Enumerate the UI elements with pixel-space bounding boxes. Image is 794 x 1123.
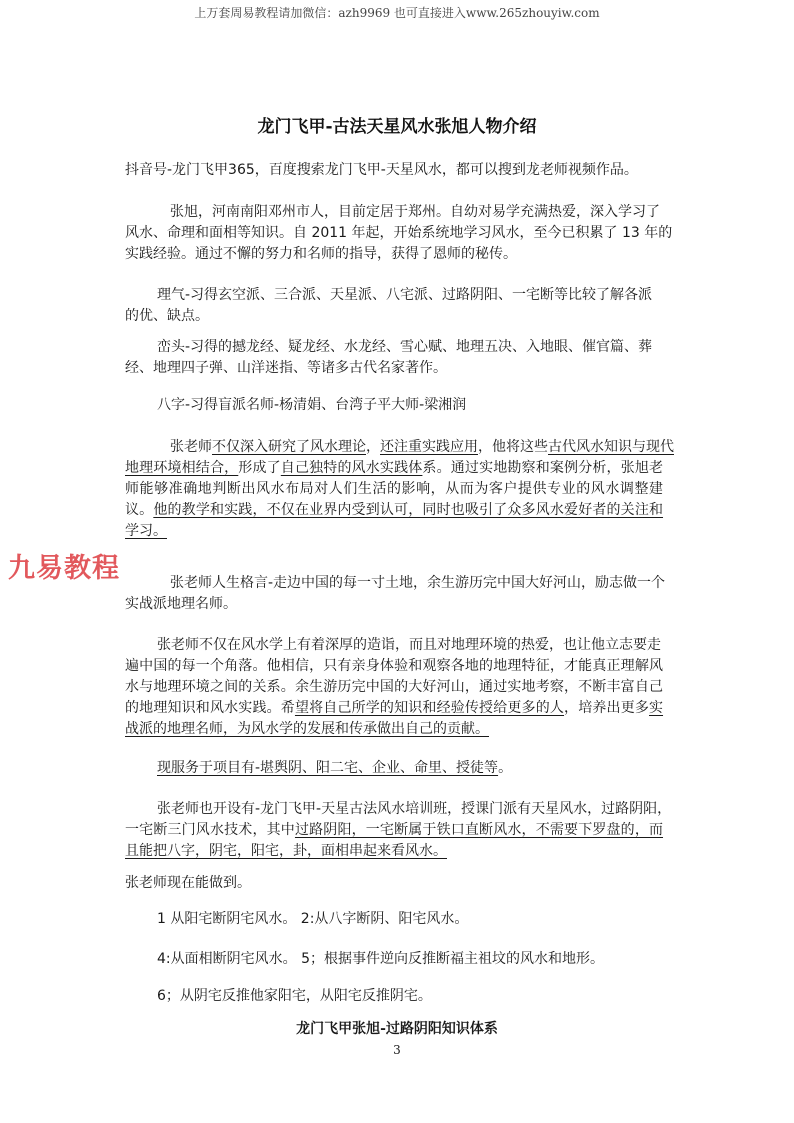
text-segment: 张老师人生格言-走边中国的每一寸土地，余生游历完中国大好河山，励志做一个 [170, 575, 666, 591]
text-line [125, 306, 209, 326]
text-line [170, 202, 660, 222]
text-segment: ， [366, 439, 380, 455]
text-segment: 张老师现在能做到。 [125, 875, 251, 891]
text-line [157, 337, 652, 357]
text-segment: 八字-习得盲派名师-杨清娟、台湾子平大师-梁湘润 [157, 397, 467, 413]
text-segment: 峦头-习得的撼龙经、疑龙经、水龙经、雪心赋、地理五决、入地眼、催官篇、葬 [157, 339, 653, 355]
text-line [157, 758, 512, 778]
underlined-text: 现服务于项目有-堪舆阴、阳二宅、企业、命里、授徒等 [157, 760, 499, 776]
text-segment: 的地理知识和风水实践。希 [125, 700, 295, 716]
underlined-text: 不仅深入研究了风水理论 [212, 439, 366, 455]
underlined-text: 学习。 [125, 523, 167, 539]
text-line [157, 395, 466, 415]
text-segment: 张老师 [170, 439, 212, 455]
text-segment: 抖音号-龙门飞甲365，百度搜索龙门飞甲-天星风水，都可以搜到龙老师视频作品。 [125, 162, 638, 178]
text-segment: 1 从阳宅断阴宅风水。 2:从八字断阴、阳宅风水。 [157, 911, 469, 927]
text-line [170, 437, 674, 457]
text-segment: ，他将这些 [478, 439, 548, 455]
text-segment: 遍中国的每一个角落。他相信，只有亲身体验和观察各地的地理特征，才能真正理解风 [125, 658, 663, 674]
underlined-text: 实 [649, 700, 664, 716]
text-segment: 水与地理环境之间的关系。余生游历完中国的大好河山，通过实地考察，不断丰富自己 [125, 679, 663, 695]
text-segment: 。 [498, 760, 513, 776]
underlined-text: 战派的地理名师，为风水学的发展和传承做出自己的贡献。 [125, 721, 489, 737]
text-segment: 风水、命理和面相等知识。自 2011 年起，开始系统地学习风水，至今已积累了 13 年的 [125, 225, 673, 241]
text-segment: 实践经验。通过不懈的努力和名师的指导，获得了恩师的秘传。 [125, 246, 517, 262]
text-line [157, 909, 468, 929]
text-line [125, 479, 663, 499]
underlined-text: 望将自己所学的知识和经验传授给更多的人 [294, 700, 565, 716]
text-segment: 理气-习得玄空派、三合派、天星派、八宅派、过路阴阳、一宅断等比较了解各派 [157, 287, 653, 303]
text-line [170, 573, 665, 593]
text-line [157, 635, 661, 655]
text-line [125, 500, 663, 520]
text-line [125, 656, 663, 676]
page-title: 龙门飞甲-古法天星风水张旭人物介绍 [257, 117, 537, 137]
text-line [157, 285, 652, 305]
text-segment: 一宅断三门风水技术，其中 [125, 822, 295, 838]
text-line [125, 521, 167, 541]
text-line [157, 799, 671, 819]
text-line [157, 949, 604, 969]
text-segment: 议。 [125, 502, 154, 518]
header-notice: 上万套周易教程请加微信：azh9969 也可直接进入www.265zhouyiw.com [194, 6, 600, 20]
text-segment: 实战派地理名师。 [125, 596, 237, 612]
page-number: 3 [393, 1043, 401, 1057]
text-line [125, 458, 663, 478]
text-segment: 张老师也开设有-龙门飞甲-天星古法风水培训班，授课门派有天星风水，过路阴阳， [157, 801, 672, 817]
underlined-text: 过路阴阳，一宅断属于铁口直断风水，不需要下罗盘的，而 [294, 822, 664, 838]
underlined-text: 地理环境相结合， [125, 460, 239, 476]
text-line [125, 358, 447, 378]
underlined-text: 他的教学和实践，不仅在业界内受到认可，同时也吸引了众多风水爱好者的关注和 [153, 502, 664, 518]
text-line [125, 820, 663, 840]
text-line [125, 873, 251, 893]
text-segment: 4:从面相断阴宅风水。 5；根据事件逆向反推断福主祖坟的风水和地形。 [157, 951, 604, 967]
text-line [157, 986, 432, 1006]
underlined-text: 古代风水知识与现代 [548, 439, 674, 455]
text-line [125, 594, 237, 614]
underlined-text: 且能把八字，阴宅，阳宅，卦，面相串起来看风水。 [125, 843, 447, 859]
text-line [125, 160, 638, 180]
text-segment: 形成了 [238, 460, 281, 476]
watermark-logo: 九易教程 [8, 553, 120, 584]
text-line [125, 223, 673, 243]
underlined-text: 自己独特的风水实践体 [280, 460, 423, 476]
text-line [125, 719, 489, 739]
footer-title: 龙门飞甲张旭-过路阴阳知识体系 [296, 1021, 498, 1037]
text-segment: 张老师不仅在风水学上有着深厚的造诣，而且对地理环境的热爱，也让他立志要走 [157, 637, 661, 653]
text-segment: 经、地理四子弹、山洋迷指、等诸多古代名家著作。 [125, 360, 447, 376]
text-segment: 系。通过实地勘察和案例分析，张旭老 [422, 460, 664, 476]
text-line [125, 244, 517, 264]
text-segment: 6；从阴宅反推他家阳宅，从阳宅反推阴宅。 [157, 988, 432, 1004]
text-segment: 师能够准确地判断出风水布局对人们生活的影响，从而为客户提供专业的风水调整建 [125, 481, 663, 497]
text-segment: 的优、缺点。 [125, 308, 209, 324]
underlined-text: 还注重实践应用 [380, 439, 478, 455]
text-line [125, 677, 663, 697]
text-segment: 张旭，河南南阳邓州市人，目前定居于郑州。自幼对易学充满热爱，深入学习了 [170, 204, 660, 220]
text-segment: ，培养出更多 [564, 700, 650, 716]
text-line [125, 841, 447, 861]
text-line [125, 698, 663, 718]
